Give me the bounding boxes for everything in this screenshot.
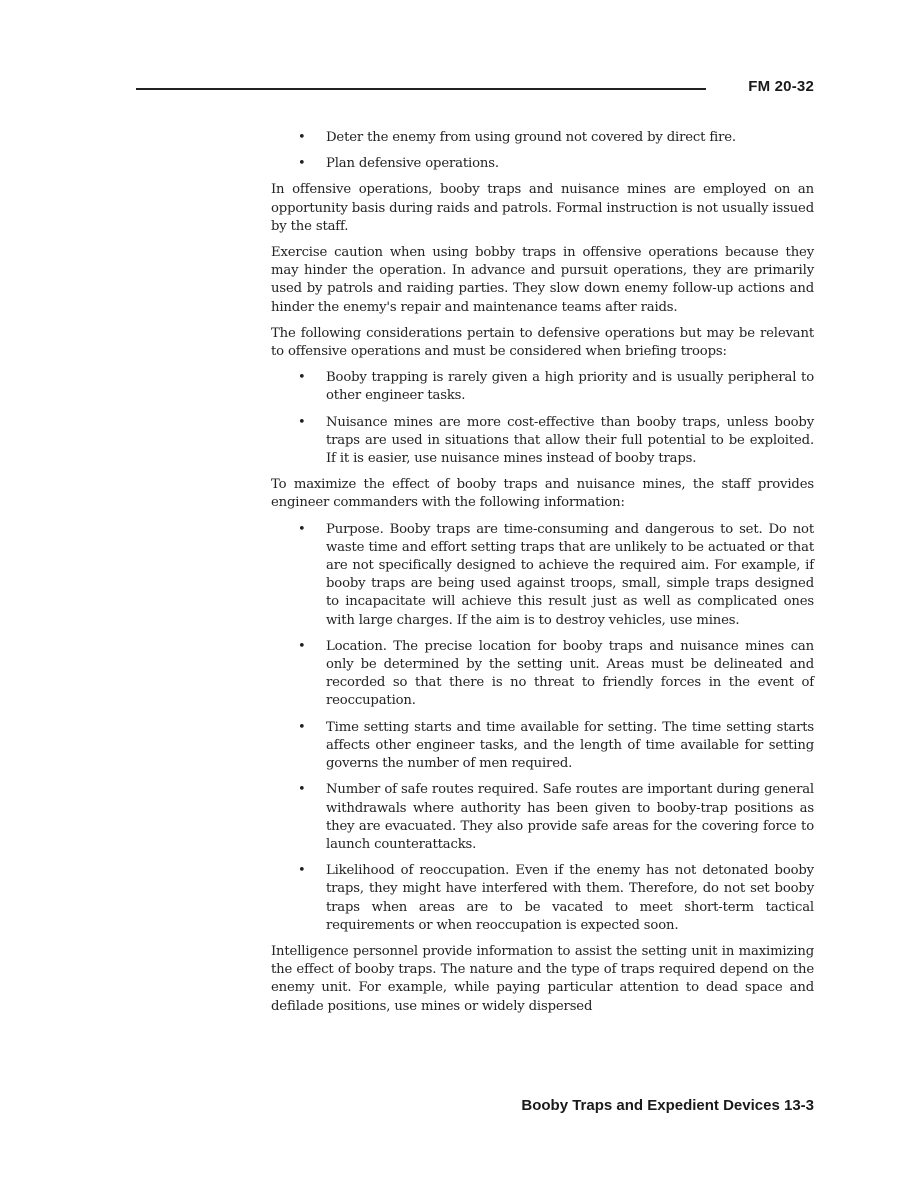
list-item-text: Purpose. Booby traps are time-consuming and dangerous to set. Do not waste time and effort setting traps that are unlikely to be actuated or that are not specifically designed to achieve the required aim. For example, if booby traps are being used against troops, small, simple traps designed to incapacitate will achieve this result just as well as complicated ones with large charges. If the aim is to destroy vehicles, use mines. [326, 521, 814, 628]
bullet-icon: • [298, 521, 306, 537]
list-item [271, 719, 814, 774]
bullet-list [271, 369, 814, 468]
list-item [271, 414, 814, 469]
list-item-text: Time setting starts and time available for setting. The time setting starts affects other engineer tasks, and the length of time available for setting governs the number of men required. [326, 719, 814, 772]
paragraph: The following considerations pertain to defensive operations but may be relevant to offensive operations and must be considered when briefing troops: [271, 325, 814, 360]
list-item-text: Nuisance mines are more cost-effective than booby traps, unless booby traps are used in situations that allow their full potential to be exploited. If it is easier, use nuisance mines instead of booby traps. [326, 414, 814, 467]
page-body [271, 129, 814, 1024]
bullet-icon: • [298, 130, 306, 145]
list-item [271, 638, 814, 711]
header-rule [136, 88, 706, 90]
bullet-icon: • [298, 719, 306, 735]
list-item [271, 155, 814, 173]
bullet-icon: • [298, 370, 306, 386]
list-item-text: Booby trapping is rarely given a high priority and is usually peripheral to other engineer tasks. [326, 370, 814, 404]
list-item-text: Number of safe routes required. Safe routes are important during general withdrawals where authority has been given to booby-trap positions as they are evacuated. They also provide safe areas for the covering force to launch counterattacks. [326, 782, 814, 852]
bullet-list [271, 521, 814, 935]
bullet-icon: • [298, 156, 306, 172]
list-item [271, 369, 814, 405]
paragraph: To maximize the effect of booby traps and nuisance mines, the staff provides engineer commanders with the following information: [271, 477, 814, 511]
list-item-text: Location. The precise location for booby traps and nuisance mines can only be determined by the setting unit. Areas must be delineated and recorded so that there is no threat to friendly forces in the event of reoccupation. [326, 638, 814, 709]
paragraph: Intelligence personnel provide information to assist the setting unit in maximizing the effect of booby traps. The nature and the type of traps required depend on the enemy unit. For example, while paying particular attention to dead space and defilade positions, use mines or widely dispersed [271, 943, 814, 1014]
paragraph: In offensive operations, booby traps and nuisance mines are employed on an opportunity basis during raids and patrols. Formal instruction is not usually issued by the staff. [271, 182, 814, 234]
bullet-icon: • [298, 414, 306, 430]
list-item [271, 781, 814, 854]
list-item-text: Likelihood of reoccupation. Even if the enemy has not detonated booby traps, they might have interfered with them. Therefore, do not set booby traps when areas are to be vacated to meet short-term tactical requirements or when reoccupation is expected soon. [326, 863, 814, 933]
bullet-icon: • [298, 782, 306, 798]
bullet-list [271, 129, 814, 173]
document-code: FM 20-32 [748, 78, 814, 95]
paragraph: Exercise caution when using bobby traps in offensive operations because they may hinder the operation. In advance and pursuit operations, they are primarily used by patrols and raiding parties. They slow down enemy follow-up actions and hinder the enemy's repair and maintenance teams after raids. [271, 245, 814, 315]
list-item [271, 129, 814, 147]
list-item [271, 862, 814, 935]
list-item [271, 521, 814, 630]
bullet-icon: • [298, 863, 306, 879]
list-item-text: Plan defensive operations. [326, 156, 499, 172]
list-item-text: Deter the enemy from using ground not covered by direct fire. [326, 130, 736, 145]
page-footer: Booby Traps and Expedient Devices 13-3 [521, 1097, 814, 1114]
bullet-icon: • [298, 638, 306, 654]
